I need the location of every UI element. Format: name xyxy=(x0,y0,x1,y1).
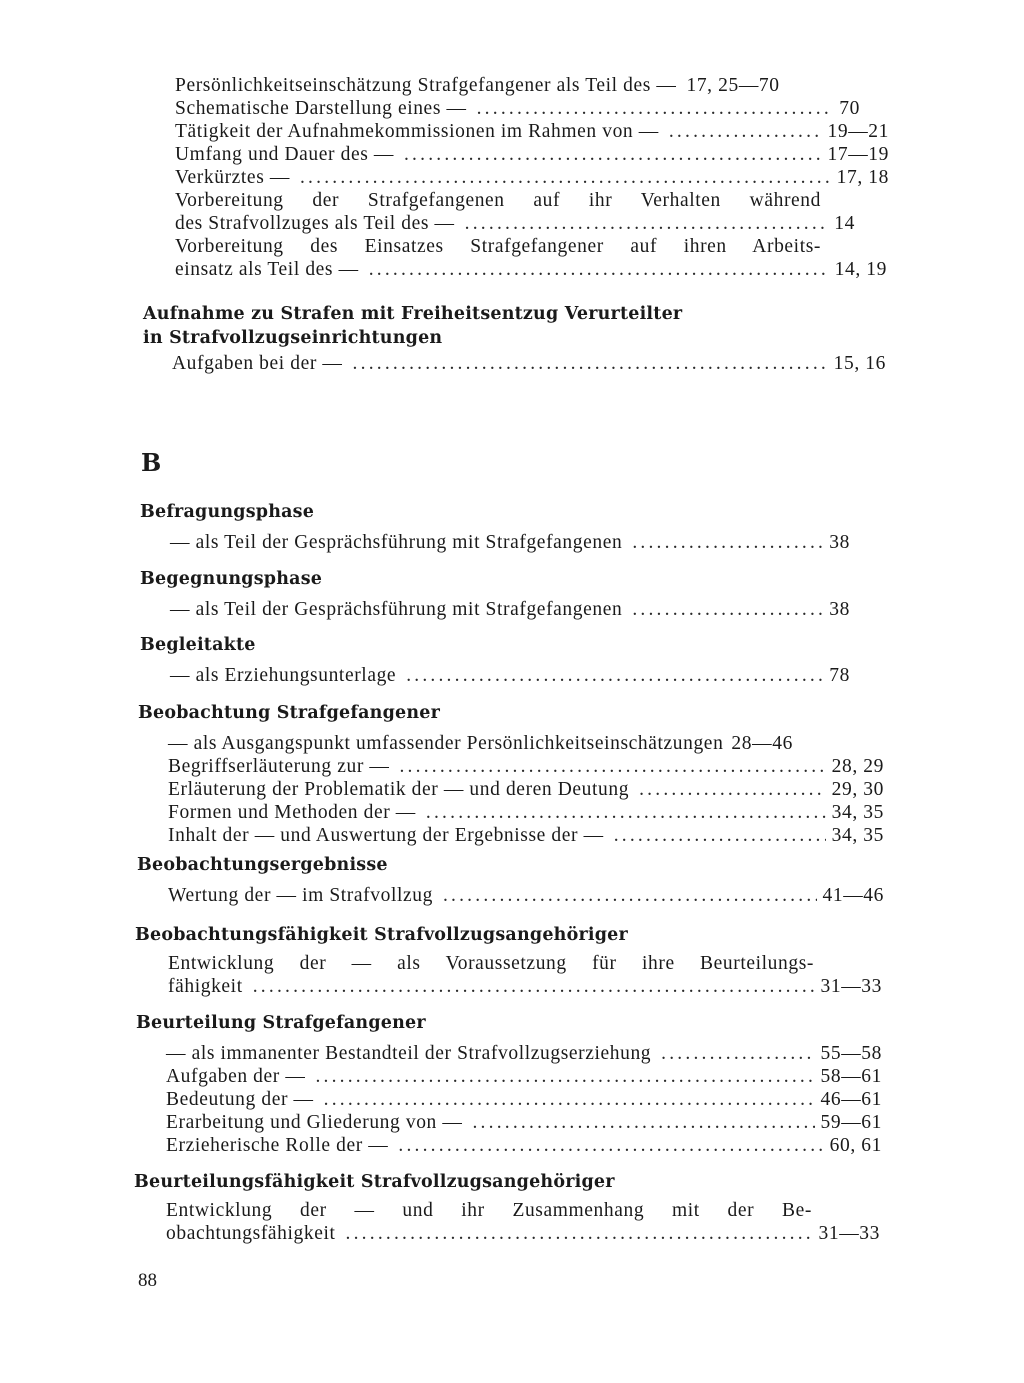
index-entry xyxy=(175,212,855,235)
dot-leader xyxy=(346,1222,813,1245)
index-heading: Begegnungsphase xyxy=(140,569,323,589)
dot-leader xyxy=(426,801,826,824)
entry-pages: 15, 16 xyxy=(833,353,886,374)
entry-pages: 78 xyxy=(829,665,850,686)
index-entry xyxy=(175,74,889,97)
index-entry xyxy=(168,801,884,824)
entry-text: — als Teil der Gesprächsführung mit Strafgefangenen xyxy=(170,532,623,553)
index-heading: Befragungsphase xyxy=(140,502,315,522)
entry-wrap-line: Vorbereitung der Strafgefangenen auf ihr Verhalten während xyxy=(175,190,821,211)
entry-pages: 14 xyxy=(834,213,855,234)
index-heading: Beurteilung Strafgefangener xyxy=(136,1013,426,1033)
dot-leader xyxy=(614,824,826,847)
entry-text: fähigkeit xyxy=(168,976,243,997)
entry-text: Erläuterung der Problematik der — und deren Deutung xyxy=(168,779,630,800)
entry-pages: 34, 35 xyxy=(831,825,884,846)
dot-leader xyxy=(443,884,817,907)
entry-pages: 17—19 xyxy=(827,144,889,165)
index-entry xyxy=(172,352,886,375)
page-number: 88 xyxy=(138,1270,157,1291)
entry-text: Umfang und Dauer des — xyxy=(175,144,394,165)
index-entry xyxy=(168,824,884,847)
index-entry xyxy=(168,732,884,755)
index-entry xyxy=(170,664,850,687)
entry-text: Wertung der — im Strafvollzug xyxy=(168,885,433,906)
index-entry xyxy=(166,1042,882,1065)
index-heading: Beobachtung Strafgefangener xyxy=(138,703,441,723)
entry-pages: 31—33 xyxy=(820,976,882,997)
index-entry xyxy=(168,975,882,998)
heading-aufnahme xyxy=(0,302,1024,375)
dot-leader xyxy=(669,120,822,143)
section-letter: B xyxy=(141,448,162,477)
entry-pages: 19—21 xyxy=(827,121,889,142)
entry-pages: 70 xyxy=(839,98,860,119)
index-heading: Aufnahme zu Strafen mit Freiheitsentzug Verurteilter xyxy=(143,304,683,324)
entry-pages: 38 xyxy=(829,532,850,553)
entry-text: Aufgaben der — xyxy=(166,1066,306,1087)
entry-text: Bedeutung der — xyxy=(166,1089,314,1110)
entry-pages: 41—46 xyxy=(822,885,884,906)
group-beobachtung xyxy=(0,701,1024,847)
index-entry xyxy=(175,166,889,189)
entry-pages: 17, 18 xyxy=(836,167,889,188)
entry-text: — als Erziehungsunterlage xyxy=(170,665,397,686)
entry-text: des Strafvollzuges als Teil des — xyxy=(175,213,455,234)
entry-text: Erarbeitung und Gliederung von — xyxy=(166,1112,463,1133)
dot-leader xyxy=(404,143,822,166)
group-beobachtungsfaehigkeit xyxy=(0,923,1024,998)
entry-text: Tätigkeit der Aufnahmekommissionen im Rahmen von — xyxy=(175,121,659,142)
dot-leader xyxy=(477,97,834,120)
entry-text: Aufgaben bei der — xyxy=(172,353,343,374)
entry-text: einsatz als Teil des — xyxy=(175,259,359,280)
entry-pages: 29, 30 xyxy=(831,779,884,800)
dot-leader xyxy=(661,1042,814,1065)
group-beurteilungsfaehigkeit xyxy=(0,1170,1024,1245)
entry-text: Formen und Methoden der — xyxy=(168,802,416,823)
section-a-continuation xyxy=(0,74,1024,281)
entry-pages: 28, 29 xyxy=(831,756,884,777)
dot-leader xyxy=(639,778,826,801)
dot-leader xyxy=(315,1065,814,1088)
index-entry xyxy=(175,97,860,120)
index-entry xyxy=(166,1134,882,1157)
dot-leader xyxy=(353,352,828,375)
index-entry xyxy=(168,755,884,778)
entry-text: — als Teil der Gesprächsführung mit Strafgefangenen xyxy=(170,599,623,620)
group-befragungsphase xyxy=(0,500,1024,554)
index-entry xyxy=(175,120,889,143)
entry-text: Verkürztes — xyxy=(175,167,290,188)
index-heading: Beobachtungsfähigkeit Strafvollzugsangehöriger xyxy=(135,925,628,945)
dot-leader xyxy=(632,531,823,554)
index-entry xyxy=(166,1111,882,1134)
entry-wrap-line: Vorbereitung des Einsatzes Strafgefangener auf ihren Arbeits- xyxy=(175,236,821,257)
dot-leader xyxy=(472,1111,814,1134)
entry-wrap-line: Entwicklung der — als Voraussetzung für ihre Beurteilungs- xyxy=(168,953,814,974)
entry-text: obachtungsfähigkeit xyxy=(166,1223,336,1244)
index-entry xyxy=(168,778,884,801)
dot-leader xyxy=(465,212,829,235)
group-begleitakte xyxy=(0,633,1024,687)
index-heading: Begleitakte xyxy=(140,635,256,655)
entry-pages: 17, 25—70 xyxy=(686,75,780,96)
entry-pages: 31—33 xyxy=(818,1223,880,1244)
entry-wrap-line: Entwicklung der — und ihr Zusammenhang mit der Be- xyxy=(166,1200,812,1221)
entry-pages: 28—46 xyxy=(731,733,793,754)
dot-leader xyxy=(406,664,823,687)
dot-leader xyxy=(253,975,815,998)
index-entry xyxy=(170,598,850,621)
entry-pages: 59—61 xyxy=(820,1112,882,1133)
index-heading: Beurteilungsfähigkeit Strafvollzugsangehöriger xyxy=(134,1172,615,1192)
entry-text: Erzieherische Rolle der — xyxy=(166,1135,389,1156)
dot-leader xyxy=(369,258,829,281)
entry-pages: 58—61 xyxy=(820,1066,882,1087)
index-entry xyxy=(175,143,889,166)
group-begegnungsphase xyxy=(0,567,1024,621)
index-heading: Beobachtungsergebnisse xyxy=(137,855,388,875)
index-entry xyxy=(166,1222,880,1245)
dot-leader xyxy=(399,755,825,778)
entry-pages: 14, 19 xyxy=(834,259,887,280)
index-entry xyxy=(170,531,850,554)
entry-pages: 34, 35 xyxy=(831,802,884,823)
entry-text: — als immanenter Bestandteil der Strafvollzugserziehung xyxy=(166,1043,652,1064)
entry-pages: 46—61 xyxy=(820,1089,882,1110)
entry-text: Schematische Darstellung eines — xyxy=(175,98,467,119)
index-entry xyxy=(175,258,887,281)
index-heading: in Strafvollzugseinrichtungen xyxy=(143,328,443,348)
entry-pages: 55—58 xyxy=(820,1043,882,1064)
entry-text: Begriffserläuterung zur — xyxy=(168,756,390,777)
entry-pages: 38 xyxy=(829,599,850,620)
entry-text: — als Ausgangspunkt umfassender Persönlichkeitseinschätzungen xyxy=(168,733,724,754)
dot-leader xyxy=(632,598,823,621)
index-entry xyxy=(166,1065,882,1088)
entry-text: Persönlichkeitseinschätzung Strafgefangener als Teil des — xyxy=(175,75,677,96)
index-entry xyxy=(166,1088,882,1111)
dot-leader xyxy=(324,1088,815,1111)
entry-text: Inhalt der — und Auswertung der Ergebnisse der — xyxy=(168,825,604,846)
index-entry xyxy=(168,884,884,907)
group-beurteilung xyxy=(0,1011,1024,1157)
group-beobachtungsergebnisse xyxy=(0,853,1024,907)
dot-leader xyxy=(300,166,831,189)
dot-leader xyxy=(398,1134,823,1157)
entry-pages: 60, 61 xyxy=(829,1135,882,1156)
